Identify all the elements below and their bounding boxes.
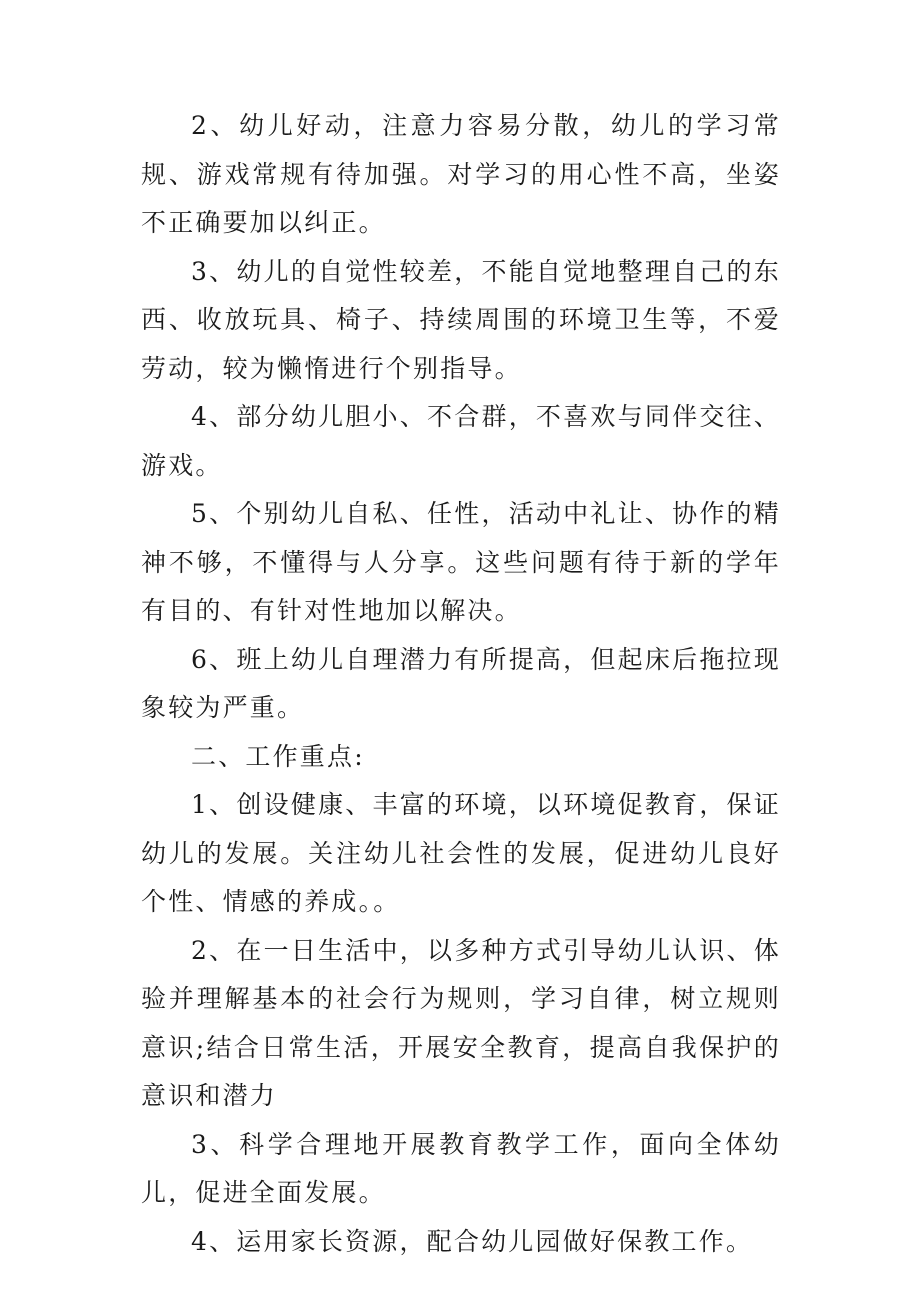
paragraph-focus-2-daily-life: 2、在一日生活中，以多种方式引导幼儿认识、体验并理解基本的社会行为规则，学习自律，树立规则意识;结合日常生活，开展安全教育，提高自我保护的意识和潜力: [141, 935, 781, 1110]
document-body: [141, 102, 781, 1266]
paragraph-focus-1-environment: 1、创设健康、丰富的环境，以环境促教育，保证幼儿的发展。关注幼儿社会性的发展，促进幼儿良好个性、情感的养成。。: [141, 790, 781, 916]
paragraph-item-4-shy-children: 4、部分幼儿胆小、不合群，不喜欢与同伴交往、游戏。: [141, 402, 781, 480]
paragraph-item-2-active-attention: 2、幼儿好动，注意力容易分散，幼儿的学习常规、游戏常规有待加强。对学习的用心性不高，坐姿不正确要加以纠正。: [141, 111, 781, 237]
paragraph-item-5-selfish-children: 5、个别幼儿自私、任性，活动中礼让、协作的精神不够，不懂得与人分享。这些问题有待于新的学年有目的、有针对性地加以解决。: [141, 499, 781, 625]
paragraph-item-3-self-discipline: 3、幼儿的自觉性较差，不能自觉地整理自己的东西、收放玩具、椅子、持续周围的环境卫生等，不爱劳动，较为懒惰进行个别指导。: [141, 256, 781, 383]
paragraph-focus-3-teaching: 3、科学合理地开展教育教学工作，面向全体幼儿，促进全面发展。: [141, 1129, 781, 1207]
paragraph-item-6-self-care: 6、班上幼儿自理潜力有所提高，但起床后拖拉现象较为严重。: [141, 644, 781, 722]
paragraph-focus-4-parents: 4、运用家长资源，配合幼儿园做好保教工作。: [191, 1226, 754, 1256]
section-heading-work-focus: 二、工作重点:: [191, 741, 365, 771]
